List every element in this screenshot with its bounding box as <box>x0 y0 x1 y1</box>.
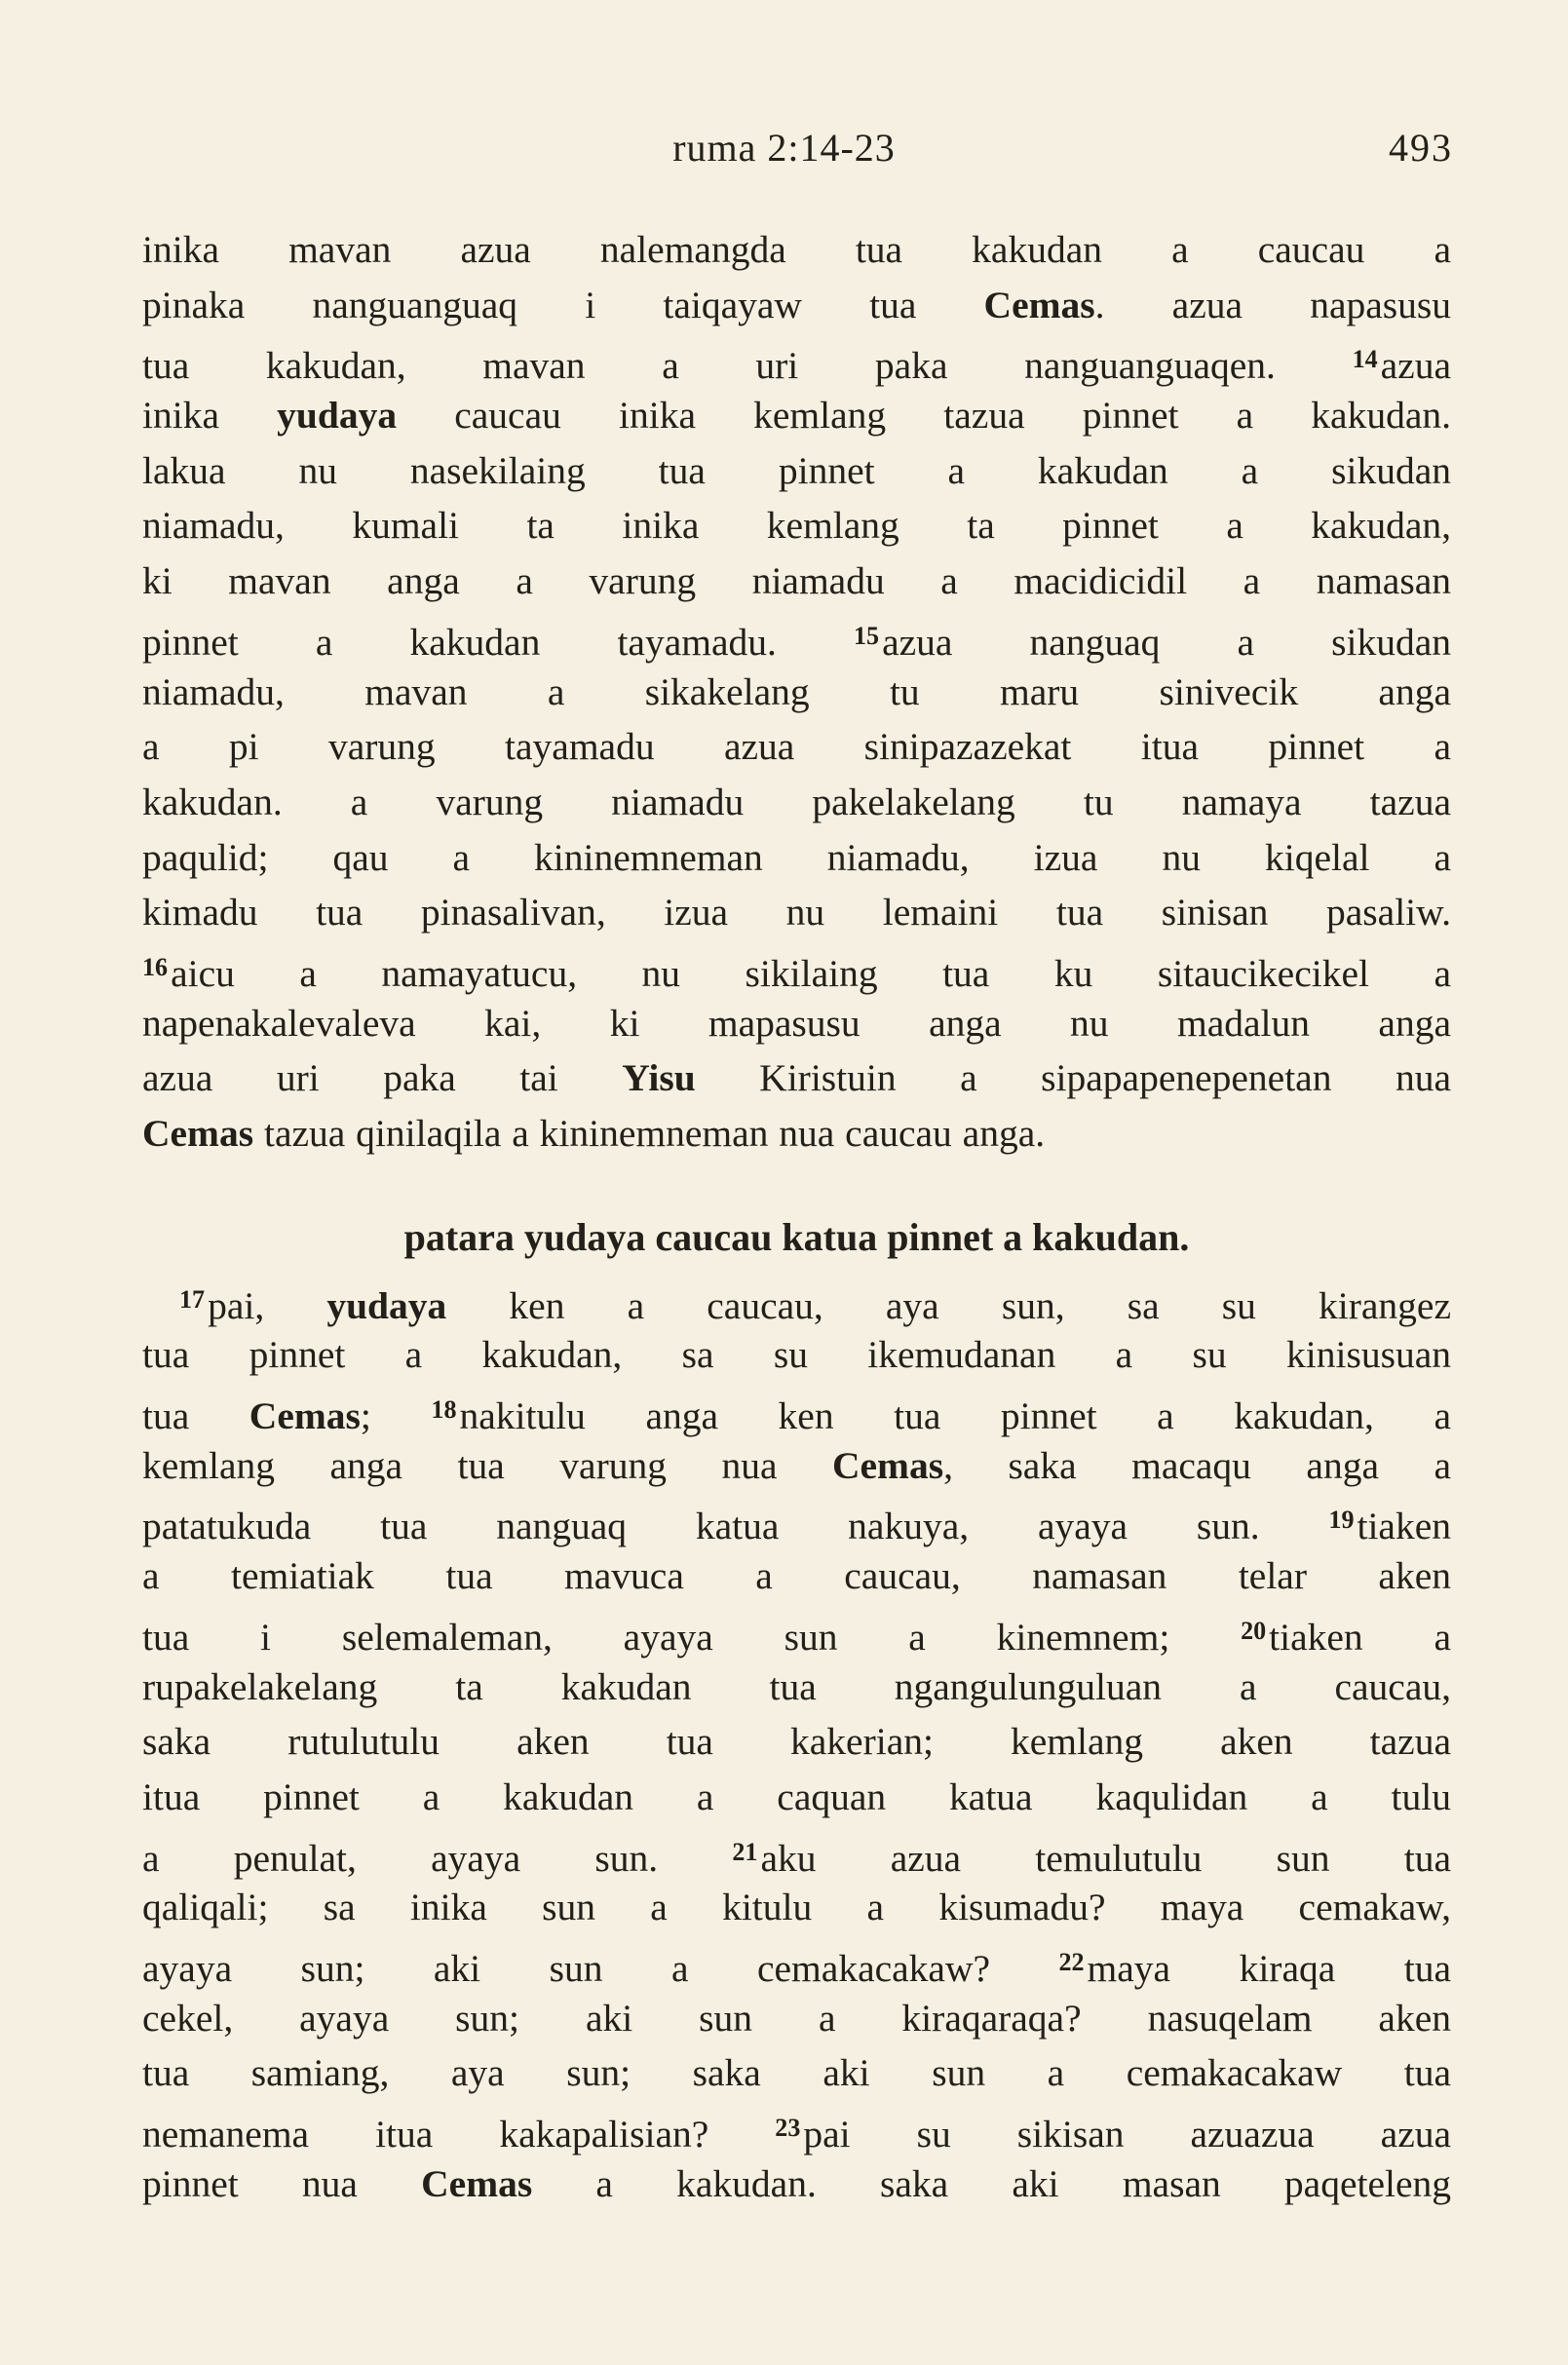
text-span: azua <box>1380 344 1451 388</box>
text-line <box>142 1493 1451 1548</box>
text-line <box>142 940 1451 996</box>
text-line <box>142 498 1451 553</box>
text-line <box>142 775 1451 830</box>
text-span: kakudan. a varung niamadu pakelakelang tu namaya tazua <box>142 780 1451 823</box>
text-line <box>142 2156 1451 2212</box>
verse-number: 19 <box>1328 1506 1355 1535</box>
text-line <box>142 2045 1451 2101</box>
text-line <box>142 1273 1451 1328</box>
text-span: nemanema itua kakapalisian? <box>142 2112 776 2155</box>
text-span: tazua qinilaqila a kininemneman nua caucau anga. <box>253 1112 1046 1155</box>
text-span: tua <box>142 1394 249 1437</box>
text-line <box>142 885 1451 940</box>
text-span: ken a caucau, aya sun, sa su kirangez <box>446 1283 1451 1327</box>
name-yudaya: yudaya <box>277 394 398 438</box>
text-line <box>142 719 1451 775</box>
verse-number: 23 <box>775 2114 801 2142</box>
verse-number: 20 <box>1241 1616 1267 1645</box>
verse-number: 16 <box>142 952 169 981</box>
text-span: qaliqali; sa inika sun a kitulu a kisumadu? maya cemakaw, <box>142 1886 1451 1929</box>
text-span: ; <box>360 1394 432 1437</box>
text-span: nakitulu anga ken tua pinnet a kakudan, a <box>459 1394 1451 1437</box>
text-span: a penulat, ayaya sun. <box>142 1836 733 1880</box>
text-line <box>142 1548 1451 1604</box>
text-span: pai su sikisan azuazua azua <box>803 2112 1452 2155</box>
text-line <box>142 1106 1451 1162</box>
text-line <box>142 1327 1451 1383</box>
text-span: ki mavan anga a varung niamadu a macidicidil a namasan <box>142 559 1451 603</box>
text-span: cekel, ayaya sun; aki sun a kiraqaraqa? nasuqelam aken <box>142 1996 1451 2040</box>
text-span: saka rutulutulu aken tua kakerian; kemlang aken tazua <box>142 1720 1451 1764</box>
paragraph <box>142 1273 1451 2212</box>
text-span: a kakudan. saka aki masan paqeteleng <box>532 2161 1451 2205</box>
text-span: inika mavan azua nalemangda tua kakudan a caucau a <box>142 228 1451 271</box>
text-line <box>142 609 1451 665</box>
text-line <box>142 1050 1451 1106</box>
text-span: , saka macaqu anga a <box>943 1443 1451 1487</box>
name-cemas: Cemas <box>831 1443 944 1487</box>
text-line <box>142 830 1451 886</box>
text-span: lakua nu nasekilaing tua pinnet a kakudan a sikudan <box>142 448 1451 492</box>
verse-number: 21 <box>732 1837 758 1866</box>
text-span: tua samiang, aya sun; saka aki sun a cemakacakaw tua <box>142 2051 1451 2095</box>
text-line <box>142 332 1451 388</box>
text-line <box>142 1935 1451 1991</box>
text-span: tua i selemaleman, ayaya sun a kinemnem; <box>142 1615 1242 1659</box>
text-span: kemlang anga tua varung nua <box>142 1443 832 1487</box>
text-span: . azua napasusu <box>1094 283 1452 326</box>
text-span: ayaya sun; aki sun a cemakacakaw? <box>142 1946 1059 1990</box>
text-line <box>142 1714 1451 1770</box>
text-line <box>142 1383 1451 1438</box>
text-span: patatukuda tua nanguaq katua nakuya, ayaya sun. <box>142 1505 1329 1548</box>
name-cemas: Cemas <box>249 1394 361 1437</box>
text-line <box>142 1659 1451 1715</box>
name-yisu: Yisu <box>622 1056 696 1100</box>
text-span: pinnet nua <box>142 2161 422 2205</box>
running-head: ruma 2:14-23 <box>672 126 896 170</box>
verse-number: 18 <box>431 1395 457 1425</box>
text-line <box>142 665 1451 720</box>
name-yudaya: yudaya <box>326 1283 447 1327</box>
text-span: napenakalevaleva kai, ki mapasusu anga nu madalun anga <box>142 1001 1451 1045</box>
text-line <box>142 2101 1451 2156</box>
verse-number: 14 <box>1352 345 1378 374</box>
text-span: pinaka nanguanguaq i taiqayaw tua <box>142 283 984 326</box>
text-span: Kiristuin a sipapapenepenetan nua <box>695 1056 1451 1100</box>
text-line <box>142 388 1451 443</box>
text-span: tiaken a <box>1269 1615 1451 1659</box>
text-line <box>142 1880 1451 1935</box>
text-line <box>142 553 1451 609</box>
text-span: aicu a namayatucu, nu sikilaing tua ku sitaucikecikel a <box>171 951 1451 995</box>
text-span: kimadu tua pinasalivan, izua nu lemaini tua sinisan pasaliw. <box>142 891 1451 935</box>
text-span: tua pinnet a kakudan, sa su ikemudanan a su kinisusuan <box>142 1333 1451 1377</box>
text-line <box>142 1604 1451 1659</box>
text-line <box>142 1770 1451 1825</box>
verse-number: 15 <box>854 621 880 650</box>
text-span: niamadu, mavan a sikakelang tu maru sinivecik anga <box>142 669 1451 713</box>
name-cemas: Cemas <box>421 2161 533 2205</box>
text-span: aku azua temulutulu sun tua <box>760 1836 1451 1880</box>
text-line <box>142 1438 1451 1494</box>
text-line <box>142 1825 1451 1881</box>
verse-number: 17 <box>179 1284 206 1314</box>
text-span: a temiatiak tua mavuca a caucau, namasan telar aken <box>142 1554 1451 1598</box>
page-header <box>0 125 1568 183</box>
text-line <box>142 443 1451 499</box>
text-line <box>142 278 1451 333</box>
text-span: maya kiraqa tua <box>1087 1946 1451 1990</box>
text-span: paqulid; qau a kininemneman niamadu, izua nu kiqelal a <box>142 835 1451 879</box>
text-line <box>142 1991 1451 2046</box>
text-span: pinnet a kakudan tayamadu. <box>142 620 854 664</box>
text-span: caucau inika kemlang tazua pinnet a kakudan. <box>397 394 1451 438</box>
text-span: azua nanguaq a sikudan <box>882 620 1452 664</box>
text-line <box>142 222 1451 278</box>
text-span: a pi varung tayamadu azua sinipazazekat itua pinnet a <box>142 725 1451 769</box>
text-span: pai, <box>208 1283 327 1327</box>
text-span: rupakelakelang ta kakudan tua ngangulunguluan a caucau, <box>142 1664 1451 1708</box>
name-cemas: Cemas <box>142 1112 254 1155</box>
text-span: tua kakudan, mavan a uri paka nanguanguaqen. <box>142 344 1353 388</box>
text-span: niamadu, kumali ta inika kemlang ta pinnet a kakudan, <box>142 504 1451 548</box>
text-span: inika <box>142 394 278 438</box>
body-text <box>142 222 1451 2211</box>
text-span: azua uri paka tai <box>142 1056 623 1100</box>
text-line <box>142 996 1451 1051</box>
verse-number: 22 <box>1058 1947 1085 1976</box>
name-cemas: Cemas <box>983 283 1095 326</box>
page-number: 493 <box>1389 126 1453 170</box>
text-span: itua pinnet a kakudan a caquan katua kaqulidan a tulu <box>142 1774 1451 1818</box>
text-span: tiaken <box>1357 1505 1451 1548</box>
paragraph <box>142 222 1451 1162</box>
section-heading: patara yudaya caucau katua pinnet a kakudan. <box>403 1214 1190 1259</box>
